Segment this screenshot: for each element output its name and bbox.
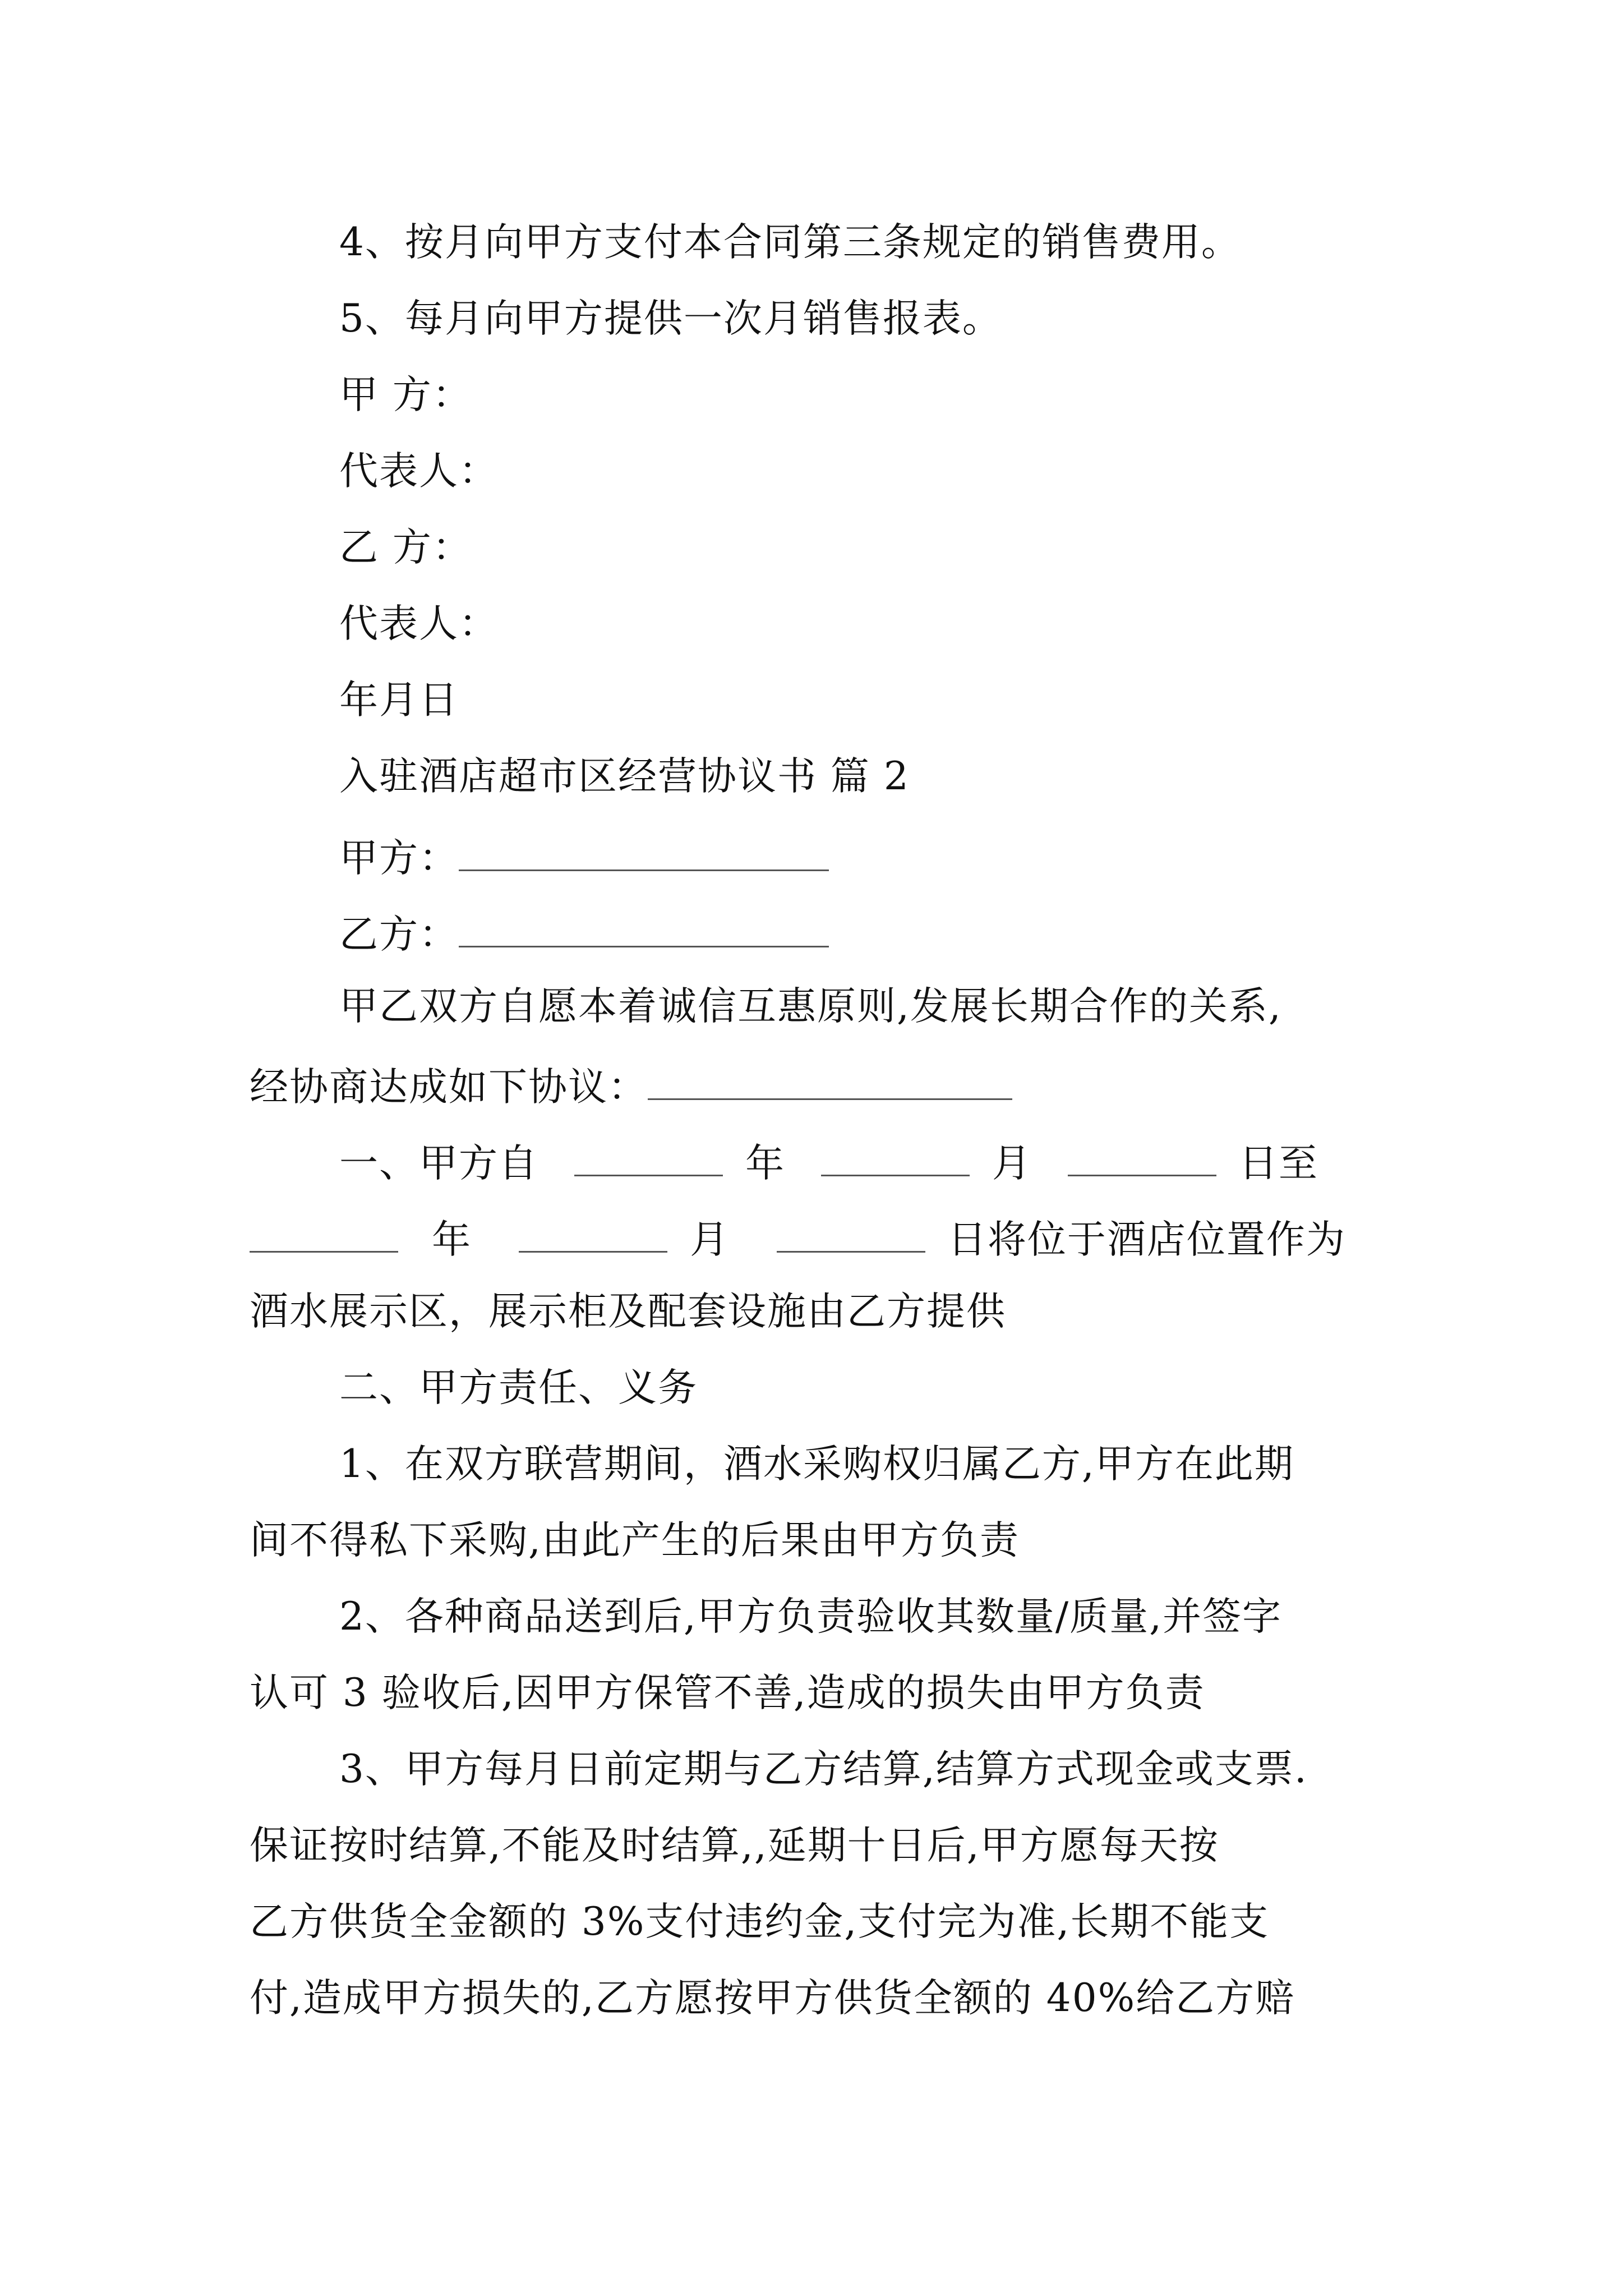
clause-1-prefix: 一、甲方自	[339, 1141, 538, 1186]
start-day-blank	[1068, 1140, 1216, 1176]
clause-2-item-2-line-2: 认可 3 验收后,因甲方保管不善,造成的损失由甲方负责	[250, 1671, 1205, 1715]
agreement-blank	[648, 1064, 1012, 1100]
start-year-label: 年	[745, 1141, 785, 1186]
clause-1-line-1	[339, 1140, 1318, 1186]
clause-1-line-2	[250, 1216, 1346, 1262]
end-month-label: 月	[689, 1217, 730, 1262]
rep-a-label: 代表人：	[339, 449, 499, 494]
item-4: 4、按月向甲方支付本合同第三条规定的销售费用。	[339, 220, 1241, 265]
clause-1-line-3: 酒水展示区，展示柜及配套设施由乙方提供	[250, 1289, 1006, 1334]
end-day-blank	[777, 1216, 925, 1253]
start-month-label: 月	[992, 1141, 1032, 1186]
party-b-field-label: 乙方：	[339, 912, 459, 957]
party-b-label: 乙 方：	[339, 525, 472, 570]
end-month-blank	[519, 1216, 667, 1253]
intro-line-1: 甲乙双方自愿本着诚信互惠原则,发展长期合作的关系,	[339, 984, 1282, 1029]
section-title: 入驻酒店超市区经营协议书 篇 2	[339, 754, 910, 799]
clause-2-item-1-line-2: 间不得私下采购,由此产生的后果由甲方负责	[250, 1518, 1020, 1563]
end-year-label: 年	[432, 1217, 472, 1262]
start-day-label: 日至	[1238, 1141, 1318, 1186]
party-a-field-label: 甲方：	[339, 836, 459, 881]
start-year-blank	[574, 1140, 723, 1176]
party-a-label: 甲 方：	[339, 372, 472, 417]
clause-2-item-3-line-2: 保证按时结算,不能及时结算,,延期十日后,甲方愿每天按	[250, 1823, 1219, 1868]
party-a-blank	[459, 835, 829, 871]
party-a-field	[339, 835, 829, 881]
clause-2-item-3-line-3: 乙方供货全金额的 3%支付违约金,支付完为准,长期不能支	[250, 1899, 1270, 1944]
clause-2-item-1-line-1: 1、在双方联营期间，酒水采购权归属乙方,甲方在此期	[339, 1442, 1294, 1487]
party-b-field	[339, 911, 829, 957]
clause-2-item-3-line-1: 3、甲方每月日前定期与乙方结算,结算方式现金或支票.	[339, 1747, 1308, 1792]
intro-line-2-text: 经协商达成如下协议：	[250, 1065, 648, 1110]
clause-2-title: 二、甲方责任、义务	[339, 1365, 698, 1410]
rep-b-label: 代表人：	[339, 601, 499, 646]
item-5: 5、每月向甲方提供一次月销售报表。	[339, 296, 1002, 341]
start-month-blank	[821, 1140, 970, 1176]
intro-line-2	[250, 1064, 1012, 1110]
clause-2-item-3-line-4: 付,造成甲方损失的,乙方愿按甲方供货全额的 40%给乙方赔	[250, 1976, 1295, 2021]
clause-2-item-2-line-1: 2、各种商品送到后,甲方负责验收其数量/质量,并签字	[339, 1594, 1283, 1639]
end-day-rest: 日将位于酒店位置作为	[947, 1217, 1346, 1262]
end-year-blank	[250, 1216, 398, 1253]
party-b-blank	[459, 911, 829, 947]
date-label: 年月日	[339, 678, 459, 723]
